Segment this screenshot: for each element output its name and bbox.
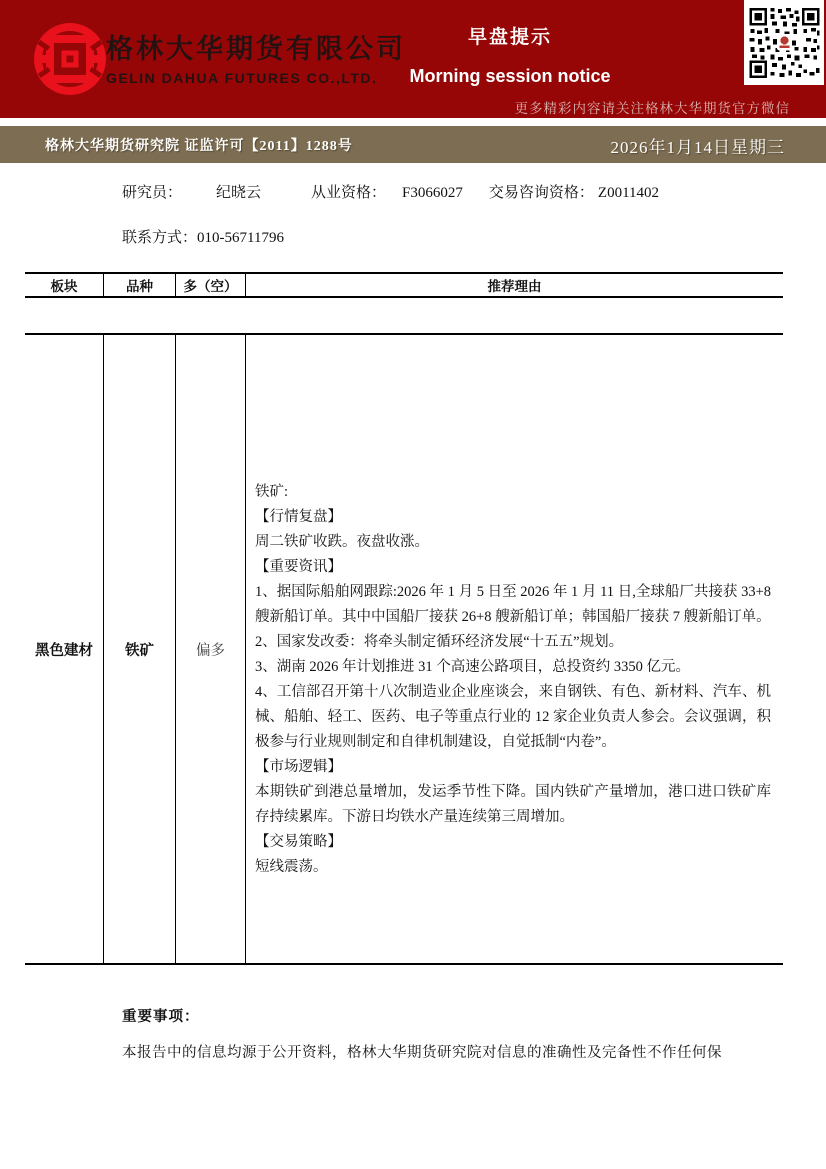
notice-title-cn: 早盘提示 bbox=[467, 27, 552, 48]
company-name-cn: 格林大华期货有限公司 bbox=[106, 34, 406, 64]
reason-line: 2、国家发改委：将牵头制定循环经济发展“十五五”规划。 bbox=[255, 634, 624, 650]
reason-line: 铁矿: bbox=[255, 484, 289, 500]
reason-line: 1、据国际船舶网跟踪:2026 年 1 月 5 日至 2026 年 1 月 11 日,全球船厂共接获 33+8 艘新船订单。其中中国船厂接获 26+8 艘新船订单；韩国船厂接获 7 艘新船订单。 bbox=[255, 584, 771, 625]
subtitle-bar bbox=[0, 126, 826, 163]
important-notes-title: 重要事项： bbox=[122, 1009, 200, 1025]
reason-line: 4、工信部召开第十八次制造业企业座谈会，来自钢铁、有色、新材料、汽车、机械、船舶、轻工、医药、电子等重点行业的 12 家企业负责人参会。会议强调，积极参与行业规则制定和自律机制建设，自觉抵制“内卷”。 bbox=[255, 684, 771, 750]
researcher-info-line bbox=[122, 181, 659, 202]
disclaimer-text: 本报告中的信息均源于公开资料，格林大华期货研究院对信息的准确性及完备性不作任何保 bbox=[122, 1045, 722, 1061]
report-date: 2026年1月14日星期三 bbox=[610, 138, 785, 157]
phone-label: 联系方式： bbox=[122, 230, 198, 246]
wechat-qr-code-icon bbox=[744, 0, 824, 85]
researcher-name: 纪晓云 bbox=[216, 185, 262, 201]
qualification-label: 从业资格： bbox=[311, 185, 387, 201]
reason-line: 【重要资讯】 bbox=[255, 559, 342, 575]
reason-line: 本期铁矿到港总量增加，发运季节性下降。国内铁矿产量增加，港口进口铁矿库存持续累库。下游日均铁水产量连续第三周增加。 bbox=[255, 784, 771, 825]
notice-title-block bbox=[395, 22, 625, 87]
advisory-label: 交易咨询资格： bbox=[488, 185, 594, 201]
reason-line: 【行情复盘】 bbox=[255, 509, 342, 525]
phone-number: 010-56711796 bbox=[197, 230, 284, 246]
column-header-variety: 品种 bbox=[103, 274, 175, 296]
wechat-follow-note: 更多精彩内容请关注格林大华期货官方微信 bbox=[514, 101, 790, 116]
cell-variety: 铁矿 bbox=[103, 335, 175, 963]
recommendation-table-row bbox=[25, 333, 783, 965]
reason-line: 【交易策略】 bbox=[255, 834, 342, 850]
column-header-sector: 板块 bbox=[50, 279, 78, 294]
reason-line: 短线震荡。 bbox=[255, 859, 328, 875]
company-logo-icon bbox=[28, 17, 112, 101]
column-header-position: 多（空） bbox=[175, 274, 245, 296]
reason-line: 3、湖南 2026 年计划推进 31 个高速公路项目，总投资约 3350 亿元。 bbox=[255, 659, 690, 675]
recommendation-table-header bbox=[25, 272, 783, 298]
research-institute-license: 格林大华期货研究院 证监许可【2011】1288号 bbox=[45, 139, 353, 154]
advisory-number: Z0011402 bbox=[597, 185, 660, 201]
company-name-en: GELIN DAHUA FUTURES CO.,LTD. bbox=[106, 70, 378, 86]
column-header-reason: 推荐理由 bbox=[245, 274, 783, 296]
cell-position: 偏多 bbox=[175, 335, 245, 963]
header-banner bbox=[0, 0, 826, 118]
reason-line: 周二铁矿收跌。夜盘收涨。 bbox=[255, 534, 429, 550]
cell-sector: 黑色建材 bbox=[35, 642, 93, 659]
qualification-number: F3066027 bbox=[402, 185, 463, 201]
researcher-label: 研究员： bbox=[122, 185, 183, 201]
cell-reason bbox=[245, 335, 783, 963]
company-name-block bbox=[106, 27, 406, 86]
reason-line: 【市场逻辑】 bbox=[255, 759, 342, 775]
notice-title-en: Morning session notice bbox=[409, 66, 611, 86]
contact-phone-line bbox=[122, 226, 284, 247]
